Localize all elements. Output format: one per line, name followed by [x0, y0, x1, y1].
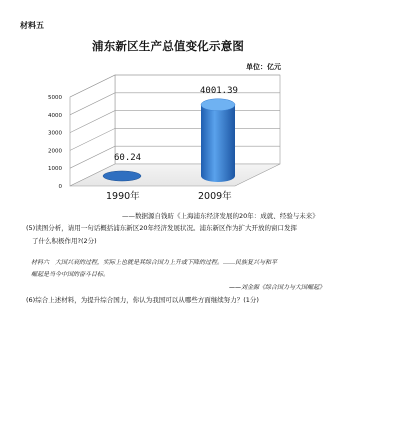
data-source: ——数据源自钱昉《上海浦东经济发展的20年：成就、经验与未来》 — [122, 212, 319, 220]
y-tick-label: 4000 — [48, 112, 62, 119]
y-tick-label: 1000 — [48, 166, 62, 173]
data-label: 60.24 — [114, 153, 142, 163]
y-tick-label: 5000 — [48, 95, 62, 101]
y-tick-label: 0 — [58, 184, 62, 190]
chart-unit-label: 单位：亿元 — [246, 63, 281, 71]
bar-top-1 — [201, 99, 235, 111]
material-6-author: ——刘金源《综合国力与大国崛起》 — [229, 284, 326, 291]
question-5-line-1: (5)读图分析，请用一句话概括浦东新区20年经济发展状况。浦东新区作为扩大开放的窗口发挥 — [26, 224, 297, 232]
material-6-line-1: 材料六 大国兴衰的过程，实际上也就是其综合国力上升或下降的过程。……民族复兴与和平 — [31, 259, 278, 266]
section-label: 材料五 — [20, 21, 44, 30]
y-tick-label: 2000 — [48, 148, 62, 155]
question-5-line-2: 了什么积极作用?(2分) — [32, 237, 97, 245]
x-tick-label: 1990年 — [106, 191, 140, 202]
chart-back-wall — [115, 75, 280, 164]
y-tick-label: 3000 — [48, 130, 62, 137]
question-6: (6)综合上述材料，为提升综合国力，你认为我国可以从哪些方面继续努力？(1分) — [26, 296, 259, 304]
chart-title: 浦东新区生产总值变化示意图 — [92, 39, 245, 53]
bar-chart — [0, 60, 403, 210]
bar-0 — [103, 171, 141, 181]
data-label: 4001.39 — [200, 85, 238, 96]
x-tick-label: 2009年 — [198, 191, 232, 202]
material-6-line-2: 崛起是当今中国的奋斗目标。 — [31, 271, 110, 278]
bar-1 — [201, 105, 235, 182]
